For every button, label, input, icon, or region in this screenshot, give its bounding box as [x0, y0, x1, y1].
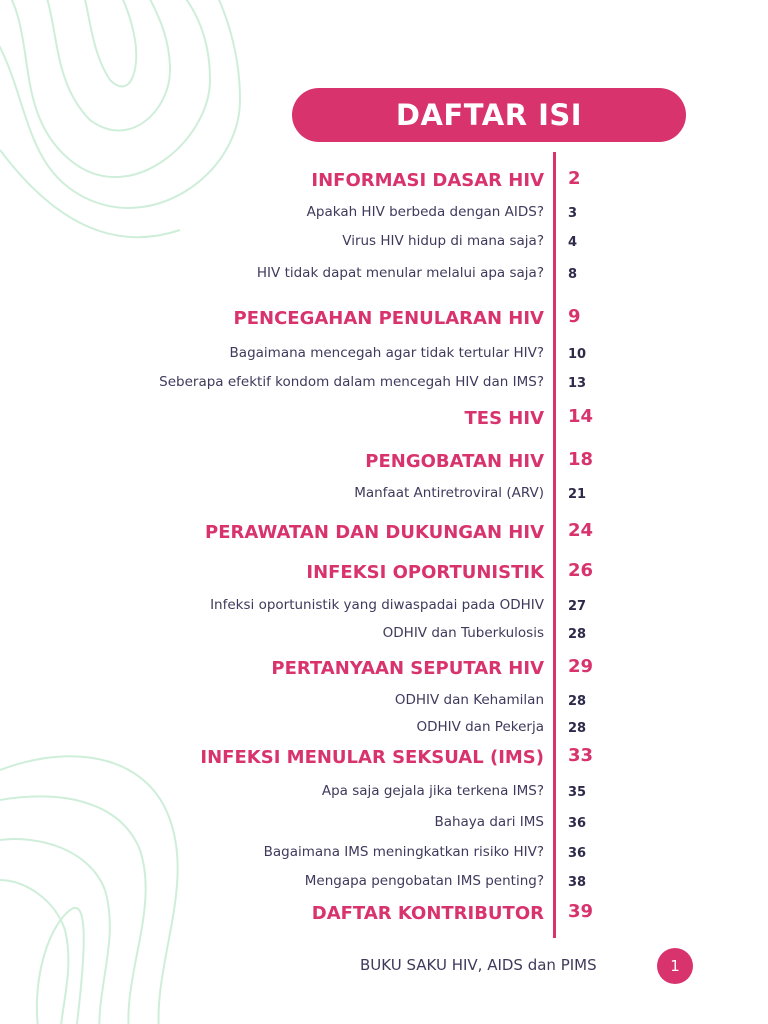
- toc-entry-label: Manfaat Antiretroviral (ARV): [354, 485, 544, 501]
- toc-entry-label: ODHIV dan Tuberkulosis: [382, 625, 544, 641]
- toc-entry-label: Mengapa pengobatan IMS penting?: [304, 873, 544, 889]
- toc-entry-page-number: 8: [568, 267, 578, 282]
- toc-entry-label: Virus HIV hidup di mana saja?: [342, 233, 544, 249]
- toc-entry-label: PENGOBATAN HIV: [365, 451, 544, 472]
- page-number-badge: 1: [657, 948, 693, 984]
- toc-entry-page-number: 27: [568, 599, 587, 614]
- toc-entry-label: TES HIV: [464, 408, 544, 429]
- toc-entry-label: Infeksi oportunistik yang diwaspadai pada ODHIV: [210, 597, 544, 613]
- toc-entry-page-number: 28: [568, 627, 587, 642]
- toc-entry-page-number: 3: [568, 206, 578, 221]
- toc-divider-line: [553, 152, 556, 938]
- toc-entry-page-number: 38: [568, 875, 587, 890]
- toc-entry-page-number: 33: [568, 745, 594, 766]
- toc-entry-page-number: 39: [568, 901, 594, 922]
- toc-entry-label: Apakah HIV berbeda dengan AIDS?: [306, 204, 544, 220]
- toc-entry-label: DAFTAR KONTRIBUTOR: [311, 903, 544, 924]
- toc-entry-page-number: 36: [568, 816, 587, 831]
- toc-entry-label: Bahaya dari IMS: [434, 814, 544, 830]
- toc-entry-page-number: 29: [568, 656, 594, 677]
- toc-entry-label: ODHIV dan Pekerja: [416, 719, 544, 735]
- toc-entry-label: PERAWATAN DAN DUKUNGAN HIV: [205, 522, 544, 543]
- toc-entry-label: PERTANYAAN SEPUTAR HIV: [271, 658, 544, 679]
- toc-entry-label: Seberapa efektif kondom dalam mencegah HIV dan IMS?: [159, 374, 544, 390]
- toc-entry-label: INFEKSI OPORTUNISTIK: [306, 562, 544, 583]
- toc-entry-page-number: 28: [568, 694, 587, 709]
- footer-book-title: BUKU SAKU HIV, AIDS dan PIMS: [360, 956, 597, 974]
- toc-entry-label: Bagaimana mencegah agar tidak tertular HIV?: [229, 345, 544, 361]
- toc-entry-page-number: 35: [568, 785, 587, 800]
- toc-entry-page-number: 2: [568, 168, 581, 189]
- toc-entry-label: INFEKSI MENULAR SEKSUAL (IMS): [200, 747, 544, 768]
- toc-entry-page-number: 21: [568, 487, 587, 502]
- toc-entry-label: Apa saja gejala jika terkena IMS?: [321, 783, 544, 799]
- page-title: DAFTAR ISI: [292, 88, 686, 142]
- toc-entry-page-number: 14: [568, 406, 594, 427]
- toc-entry-label: Bagaimana IMS meningkatkan risiko HIV?: [263, 844, 544, 860]
- toc-entry-label: PENCEGAHAN PENULARAN HIV: [233, 308, 544, 329]
- toc-entry-page-number: 26: [568, 560, 594, 581]
- toc-entry-page-number: 9: [568, 306, 581, 327]
- toc-entry-label: HIV tidak dapat menular melalui apa saja?: [256, 265, 544, 281]
- toc-entry-label: INFORMASI DASAR HIV: [311, 170, 544, 191]
- toc-entry-page-number: 36: [568, 846, 587, 861]
- toc-entry-label: ODHIV dan Kehamilan: [394, 692, 544, 708]
- toc-entry-page-number: 24: [568, 520, 594, 541]
- toc-entry-page-number: 4: [568, 235, 578, 250]
- toc-entry-page-number: 13: [568, 376, 587, 391]
- toc-entry-page-number: 18: [568, 449, 594, 470]
- toc-entry-page-number: 10: [568, 347, 587, 362]
- toc-entry-page-number: 28: [568, 721, 587, 736]
